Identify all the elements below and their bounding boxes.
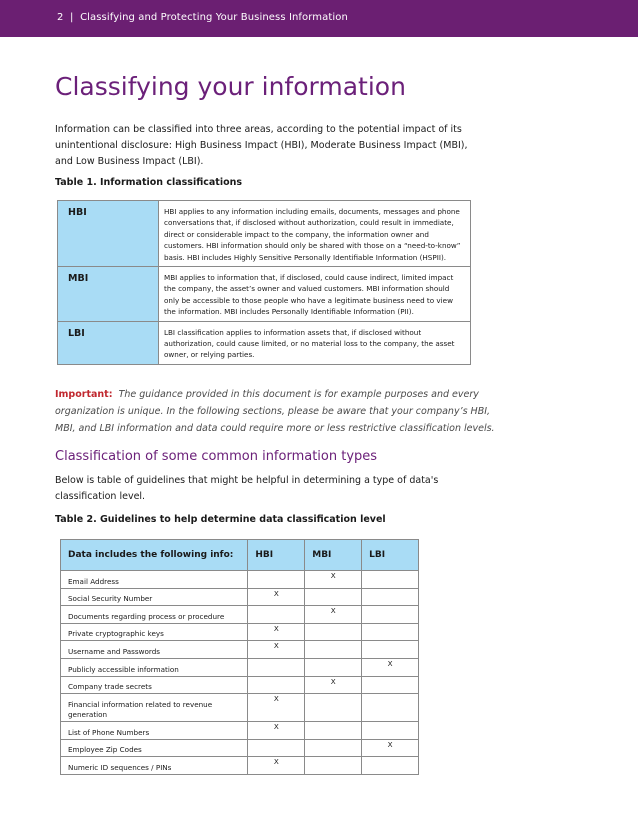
lbi-mark xyxy=(362,641,419,659)
lbi-mark: X xyxy=(362,739,419,757)
lbi-mark xyxy=(362,571,419,589)
mbi-mark xyxy=(305,739,362,757)
header-text: 2 | Classifying and Protecting Your Business Information xyxy=(57,12,348,23)
info-cell: Publicly accessible information xyxy=(61,658,248,676)
hbi-mark: X xyxy=(248,641,305,659)
table1-caption: Table 1. Information classifications xyxy=(55,177,243,188)
page-title: Classifying your information xyxy=(55,72,406,101)
info-cell: Employee Zip Codes xyxy=(61,739,248,757)
hbi-mark xyxy=(248,739,305,757)
info-cell: Financial information related to revenue generation xyxy=(61,694,248,722)
table-row xyxy=(58,321,471,364)
mbi-mark xyxy=(305,641,362,659)
subsection-title: Classification of some common information types xyxy=(55,449,378,464)
classification-key: HBI xyxy=(58,201,159,267)
table-row xyxy=(61,606,419,624)
page-header-bar xyxy=(0,0,638,37)
mbi-mark: X xyxy=(305,606,362,624)
table2-caption: Table 2. Guidelines to help determine data classification level xyxy=(55,514,386,525)
hbi-mark xyxy=(248,658,305,676)
important-text: The guidance provided in this document is for example purposes and every organization is unique. In the following sections, please be aware that your company’s HBI, MBI, and LBI information and data could require more or less restrictive classification levels. xyxy=(55,389,495,434)
hbi-mark xyxy=(248,676,305,694)
lbi-mark xyxy=(362,588,419,606)
hbi-mark xyxy=(248,571,305,589)
hbi-mark: X xyxy=(248,588,305,606)
hbi-mark: X xyxy=(248,722,305,740)
lbi-mark xyxy=(362,623,419,641)
header-mbi: MBI xyxy=(305,540,362,571)
info-cell: Company trade secrets xyxy=(61,676,248,694)
header-info: Data includes the following info: xyxy=(61,540,248,571)
classification-desc: LBI classification applies to information assets that, if disclosed without authorization, could cause limited, or no material loss to the company, the asset owner, or relying parties. xyxy=(159,321,471,364)
mbi-mark: X xyxy=(305,571,362,589)
classification-key: MBI xyxy=(58,267,159,322)
table-row xyxy=(61,588,419,606)
classification-table xyxy=(57,200,471,365)
mbi-mark xyxy=(305,658,362,676)
lbi-mark xyxy=(362,676,419,694)
header-title: Classifying and Protecting Your Business Information xyxy=(80,12,348,23)
important-note xyxy=(55,386,495,437)
page-number: 2 xyxy=(57,12,64,23)
table-row xyxy=(61,739,419,757)
header-lbi: LBI xyxy=(362,540,419,571)
lbi-mark: X xyxy=(362,658,419,676)
intro-paragraph: Information can be classified into three areas, according to the potential impact of its unintentional disclosure: High Business Impact (HBI), Moderate Business Impact (MBI), and Low Business Impact (LBI). xyxy=(55,124,468,167)
mbi-mark: X xyxy=(305,676,362,694)
info-cell: Email Address xyxy=(61,571,248,589)
lbi-mark xyxy=(362,694,419,722)
info-cell: Documents regarding process or procedure xyxy=(61,606,248,624)
classification-key: LBI xyxy=(58,321,159,364)
hbi-mark: X xyxy=(248,694,305,722)
hbi-mark xyxy=(248,606,305,624)
mbi-mark xyxy=(305,757,362,775)
table-row xyxy=(61,658,419,676)
lbi-mark xyxy=(362,757,419,775)
classification-desc: HBI applies to any information including emails, documents, messages and phone conversations that, if disclosed without authorization, could result in immediate, direct or considerable impact to the company, the information owner and customers. HBI information should only be shared with those on a “need-to-know” basis. HBI includes Highly Sensitive Personally Identifiable Information (HSPII). xyxy=(159,201,471,267)
info-cell: Private cryptographic keys xyxy=(61,623,248,641)
table-row xyxy=(61,694,419,722)
table-header-row xyxy=(61,540,419,571)
table-row xyxy=(61,676,419,694)
table-row xyxy=(61,757,419,775)
mbi-mark xyxy=(305,623,362,641)
header-hbi: HBI xyxy=(248,540,305,571)
table-row xyxy=(61,641,419,659)
table-row xyxy=(61,623,419,641)
table-row xyxy=(58,201,471,267)
table-row xyxy=(61,722,419,740)
info-cell: List of Phone Numbers xyxy=(61,722,248,740)
classification-desc: MBI applies to information that, if disclosed, could cause indirect, limited impact the company, the asset’s owner and valued customers. MBI information should only be accessible to those people who have a legitimate business need to view the information. MBI includes Personally Identifiable Information (PII). xyxy=(159,267,471,322)
guidelines-table xyxy=(60,539,419,775)
mbi-mark xyxy=(305,588,362,606)
info-cell: Username and Passwords xyxy=(61,641,248,659)
info-cell: Social Security Number xyxy=(61,588,248,606)
lbi-mark xyxy=(362,606,419,624)
mbi-mark xyxy=(305,722,362,740)
subsection-intro: Below is table of guidelines that might be helpful in determining a type of data's classification level. xyxy=(55,475,439,502)
info-cell: Numeric ID sequences / PINs xyxy=(61,757,248,775)
table-row xyxy=(61,571,419,589)
mbi-mark xyxy=(305,694,362,722)
hbi-mark: X xyxy=(248,757,305,775)
important-label: Important: xyxy=(55,389,113,400)
table-row xyxy=(58,267,471,322)
hbi-mark: X xyxy=(248,623,305,641)
lbi-mark xyxy=(362,722,419,740)
